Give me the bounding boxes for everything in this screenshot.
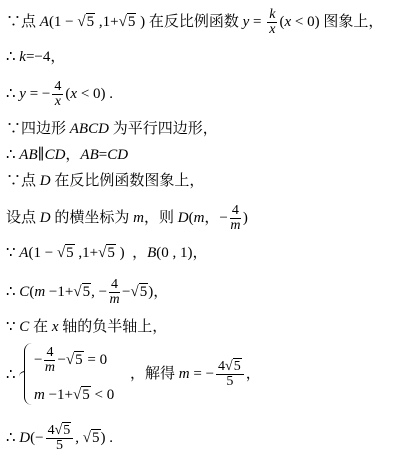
system-equation-1: − $\frac{4}{m}$ −√5 = 0: [34, 345, 108, 375]
text-line-5: ∴ AB∥CD，AB=CD: [6, 147, 129, 163]
text-line-4: ∵四边形 ABCD 为平行四边形，: [6, 121, 218, 137]
text-line-9: ∴ C(m −1+√5, − $\frac{4}{m}$ −√5)，: [6, 277, 169, 307]
text-line-final: ∴ D(− $\frac{4√5}{5}$ , √5) .: [6, 423, 114, 453]
solution-text: ，解得 m = − $\frac{4√5}{5}$ ，: [130, 359, 261, 389]
text-line-8: ∵ A(1 − √5 ,1+√5 ) ，B(0 , 1)，: [6, 245, 208, 261]
therefore-sign: ∴: [6, 367, 16, 383]
system-brace: [24, 343, 33, 405]
text-line-7: 设点 D 的横坐标为 m，则 D(m，− $\frac{4}{m}$ ): [6, 203, 248, 233]
system-equation-2: m −1+√5 < 0: [34, 387, 115, 403]
text-line-6: ∵点 D 在反比例函数图象上，: [6, 173, 205, 189]
text-line-3: ∴ y = − $\frac{4}{x}$ (x < 0) .: [6, 79, 114, 109]
text-line-2: ∴ k=−4，: [6, 49, 66, 65]
text-line-10: ∵ C 在 x 轴的负半轴上，: [6, 319, 168, 335]
text-line-1: ∵点 A(1 − √5 ,1+√5 ) 在反比例函数 y = $\frac{k}{x}$ (x < 0) 图象上，: [6, 7, 384, 37]
